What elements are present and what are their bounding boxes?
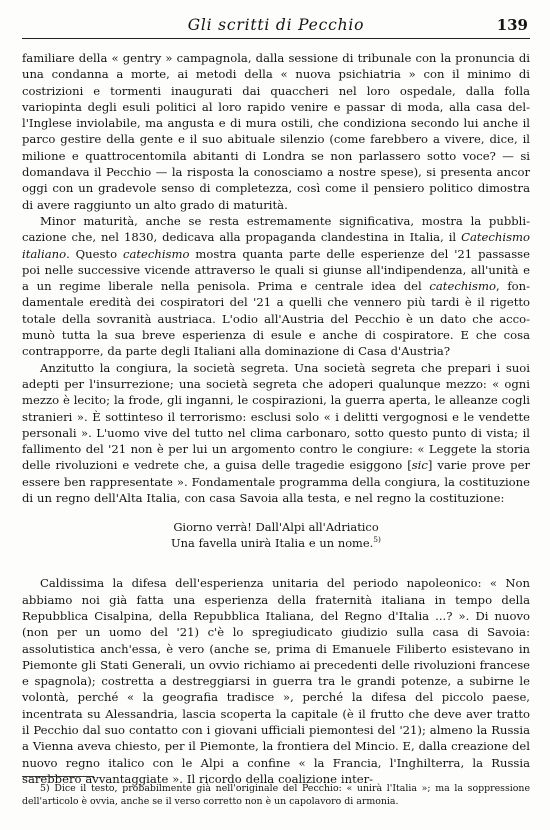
footnote-mark: 5) bbox=[40, 783, 50, 794]
page-number: 139 bbox=[496, 16, 528, 34]
emphasis-catechismo-2: catechismo bbox=[429, 279, 496, 294]
paragraph-1: familiare della « gentry » campagnola, dalla sessione di tribunale con la pronuncia di una condanna a morte, ai metodi della « nuova psichiatria » con il minimo di costrizioni e tormenti inaugurati dai quaccheri nel loro ospedale, dalla folla variopinta degli esuli politici al loro rapido venire e passar di moda, alla casa dell'Inglese inviolabile, ma angusta e di mura ostili, che condiziona secondo lui anche il parco gestire della gente e il suo abituale silenzio (come farebbero a vivere, dice, il milione e quattrocentomila abitanti di Londra se non parlassero sotto voce? — si domandava il Pecchio — la risposta la conosciamo a nostre spese), si presenta ancor oggi con un gradevole senso di completezza, così come il pensiero politico dimostra di avere raggiunto un alto grado di maturità. bbox=[22, 51, 530, 212]
verse-line-1: Giorno verrà! Dall'Alpi all'Adriatico bbox=[173, 520, 379, 535]
paragraph-2-text-c: mostra quanta parte delle esperienze del '21 passasse poi nelle successive vicende attraverso le quali si giunse all'indipendenza, all'unità e a un regime liberale nella penisola. Prima e centrale idea del bbox=[22, 246, 530, 294]
paragraph-3-text-a: Anzitutto la congiura, la società segreta. Una società segreta che prepari i suoi adepti per l'insurrezione; una società segreta che adoperi qualunque mezzo: « ogni mezzo è lecito; la frode, gli inganni, le cospirazioni, la guerra aperta, le alleanze cogli stranieri ». È sottinteso il terrorismo: esclusi solo « i delitti vergognosi e le vendette personali ». L'uomo vive del tutto nel clima carbonaro, sotto questo punto di vista; il fallimento del '21 non è per lui un argomento contro le congiure: « Leggete la storia delle rivoluzioni e vedrete che, a guisa delle tragedie esiggono [ bbox=[22, 360, 530, 473]
paragraph-2-text-b: . Questo bbox=[66, 246, 123, 261]
running-header bbox=[22, 14, 530, 39]
paragraph-2-text-d: , fondamentale eredità dei cospiratori del '21 a quelli che vennero più tardi è il rigetto totale della sovranità austriaca. L'odio all'Austria del Pecchio è un dato che accomunò tutta la sua breve esperienza di esule e anche di cospiratore. E che cosa contrapporre, da parte degli Italiani alla dominazione di Casa d'Austria? bbox=[22, 279, 530, 359]
verse-line-2-text: Una favella unirà Italia e un nome. bbox=[171, 536, 374, 551]
verse-quotation bbox=[22, 519, 530, 551]
emphasis-catechismo-italiano: Catechismo italiano bbox=[22, 230, 530, 261]
emphasis-catechismo: catechismo bbox=[122, 246, 190, 261]
paragraph-2 bbox=[22, 213, 530, 360]
running-title: Gli scritti di Pecchio bbox=[187, 16, 365, 34]
main-text bbox=[22, 50, 530, 787]
emphasis-sic: sic bbox=[411, 458, 428, 473]
paragraph-3 bbox=[22, 360, 530, 507]
footnote bbox=[22, 782, 530, 809]
paragraph-4: Caldissima la difesa dell'esperienza unitaria del periodo napoleonico: « Non abbiamo noi già fatta una esperienza della fraternità italiana in tempo della Repubblica Cisalpina, della Repubblica Italiana, del Regno d'Italia ...? ». Di nuovo (non per un uomo del '21) c'è lo spregiudicato giudizio sulla casa di Savoia: assolutistica anch'essa, è vero (anche se, prima di Emanuele Filiberto esistevano in Piemonte gli Stati Generali, un ovvio richiamo ai precedenti delle rivoluzioni francese e spagnola); costretta a destreggiarsi in guerra tra le grandi potenze, a subirne le volontà, perché « la geografia tradisce », perché la difesa del piccolo paese, incentrata su Alessandria, lascia scoperta la capitale (è il frutto che deve aver tratto il Pecchio dal suo contatto con i giovani ufficiali piemontesi del '21); almeno la Russia a Vienna aveva chiesto, per il Piemonte, la frontiera del Mincio. E, dalla creazione del nuovo regno italico con le Alpi a confine « la Francia, l'Inghilterra, la Russia sarebbero avvantaggiate ». Il ricordo della coalizione inter- bbox=[22, 576, 530, 786]
paragraph-2-text-a: Minor maturità, anche se resta estremamente significativa, mostra la pubblicazione che, nel 1830, dedicava alla propaganda clandestina in Italia, il bbox=[22, 213, 530, 245]
footnote-text: Dice il testo, probabilmente già nell'originale del Pecchio: « unirà l'Italia »; ma la soppressione dell'articolo è ovvia, anche se il verso corretto non è un capolavoro di armonia. bbox=[22, 783, 530, 808]
paragraph-3-text-b: ] varie prove per essere ben rappresentate ». Fondamentale programma della congiura, la costituzione di un regno dell'Alta Italia, con casa Savoia alla testa, e nel regno la costituzione: bbox=[22, 458, 530, 506]
footnote-rule bbox=[22, 776, 94, 777]
verse-line-2 bbox=[22, 535, 530, 551]
footnote-reference: 5) bbox=[373, 535, 381, 545]
